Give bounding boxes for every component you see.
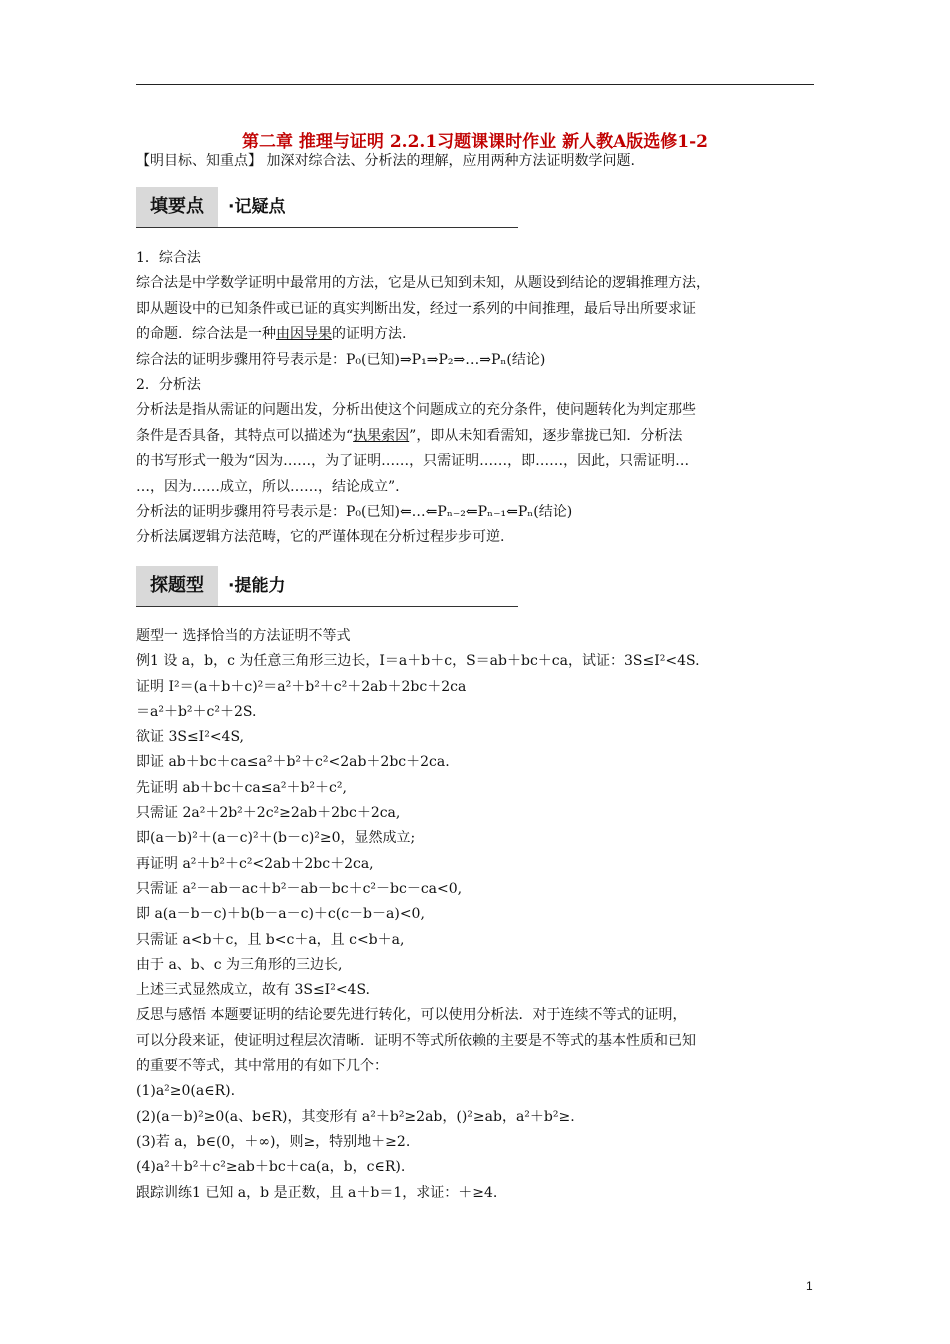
text-line: 即证 ab＋bc＋ca≤a²＋b²＋c²<2ab＋2bc＋2ca. <box>136 754 450 771</box>
page-number: 1 <box>806 1279 813 1293</box>
text-line: 1．综合法 <box>136 250 201 266</box>
text-line: 只需证 a<b＋c，且 b<c＋a，且 c<b＋a, <box>136 931 405 948</box>
text-line: 例1 设 a，b，c 为任意三角形三边长，I＝a＋b＋c，S＝ab＋bc＋ca，试证：3S≤I²<4S. <box>136 653 700 670</box>
text-line: (3)若 a，b∈(0，＋∞)，则≥，特别地＋≥2. <box>136 1133 411 1150</box>
key-points-content <box>136 246 818 551</box>
text-segment: 条件是否具备，其特点可以描述为“ <box>136 427 354 444</box>
learning-objective: 【明目标、知重点】 加深对综合法、分析法的理解，应用两种方法证明数学问题. <box>136 153 635 169</box>
text-segment: 的证明方法. <box>332 326 407 343</box>
text-line: 只需证 2a²＋2b²＋2c²≥2ab＋2bc＋2ca, <box>136 805 401 822</box>
text-segment: 的命题．综合法是一种 <box>136 326 276 343</box>
text-line: 题型一 选择恰当的方法证明不等式 <box>136 628 351 644</box>
text-line: (1)a²≥0(a∈R). <box>136 1083 236 1100</box>
text-line: …，因为……成立，所以……，结论成立”. <box>136 478 400 495</box>
text-line: (2)(a－b)²≥0(a、b∈R)，其变形有 a²＋b²≥2ab，()²≥ab，a²＋b²≥. <box>136 1108 575 1125</box>
text-line: 可以分段来证，使证明过程层次清晰．证明不等式所依赖的主要是不等式的基本性质和已知 <box>136 1032 696 1049</box>
text-line: 欲证 3S≤I²<4S, <box>136 729 245 746</box>
question-types-content <box>136 624 818 1206</box>
text-line: 证明 I²＝(a＋b＋c)²＝a²＋b²＋c²＋2ab＋2bc＋2ca <box>136 678 467 695</box>
section-tab-key-points: 填要点 <box>136 187 218 227</box>
section-tab-question-types: 探题型 <box>136 566 218 606</box>
text-line: 再证明 a²＋b²＋c²<2ab＋2bc＋2ca, <box>136 855 374 872</box>
header-rule <box>136 84 814 85</box>
text-line: 只需证 a²－ab－ac＋b²－ab－bc＋c²－bc－ca<0, <box>136 880 463 897</box>
text-line <box>136 322 818 347</box>
text-line: 综合法的证明步骤用符号表示是：P₀(已知)⇒P₁⇒P₂⇒…⇒Pₙ(结论) <box>136 351 546 368</box>
section-banner-question-types <box>136 566 518 606</box>
text-line: 分析法的证明步骤用符号表示是：P₀(已知)⇐…⇐Pₙ₋₂⇐Pₙ₋₁⇐Pₙ(结论) <box>136 503 573 520</box>
text-line: (4)a²＋b²＋c²≥ab＋bc＋ca(a，b，c∈R). <box>136 1159 406 1176</box>
text-line: 先证明 ab＋bc＋ca≤a²＋b²＋c², <box>136 779 347 796</box>
text-line: 分析法是指从需证的问题出发，分析出使这个问题成立的充分条件，使问题转化为判定那些 <box>136 402 696 419</box>
text-line: 上述三式显然成立，故有 3S≤I²<4S. <box>136 982 371 999</box>
text-line: 的书写形式一般为“因为……，为了证明……，只需证明……，即……，因此，只需证明… <box>136 453 690 470</box>
section-subtitle-key-points: ·记疑点 <box>228 197 286 217</box>
section-banner-key-points <box>136 187 518 227</box>
text-line: 跟踪训练1 已知 a，b 是正数，且 a＋b＝1，求证：＋≥4. <box>136 1184 498 1201</box>
section-subtitle-question-types: ·提能力 <box>228 576 286 596</box>
section-rule <box>136 606 518 607</box>
text-line: 即(a－b)²＋(a－c)²＋(b－c)²≥0，显然成立; <box>136 830 416 847</box>
text-line: ＝a²＋b²＋c²＋2S. <box>136 703 257 720</box>
text-line: 综合法是中学数学证明中最常用的方法，它是从已知到未知，从题设到结论的逻辑推理方法， <box>136 275 710 292</box>
text-line: 2．分析法 <box>136 376 201 393</box>
text-line: 即 a(a－b－c)＋b(b－a－c)＋c(c－b－a)<0, <box>136 906 425 923</box>
text-line: 反思与感悟 本题要证明的结论要先进行转化，可以使用分析法．对于连续不等式的证明， <box>136 1007 687 1024</box>
text-line: 由于 a、b、c 为三角形的三边长, <box>136 956 343 973</box>
document-title: 第二章 推理与证明 2.2.1习题课课时作业 新人教A版选修1-2 <box>242 132 708 152</box>
text-segment: ”，即从未知看需知，逐步靠拢已知．分析法 <box>409 427 683 444</box>
section-rule <box>136 227 518 228</box>
text-line <box>136 424 818 449</box>
underlined-term: 由因导果 <box>276 326 332 343</box>
underlined-term: 执果索因 <box>353 427 410 444</box>
text-line: 的重要不等式，其中常用的有如下几个： <box>136 1058 388 1075</box>
text-line: 分析法属逻辑方法范畴，它的严谨体现在分析过程步步可逆. <box>136 529 505 546</box>
text-line: 即从题设中的已知条件或已证的真实判断出发，经过一系列的中间推理，最后导出所要求证 <box>136 300 696 317</box>
